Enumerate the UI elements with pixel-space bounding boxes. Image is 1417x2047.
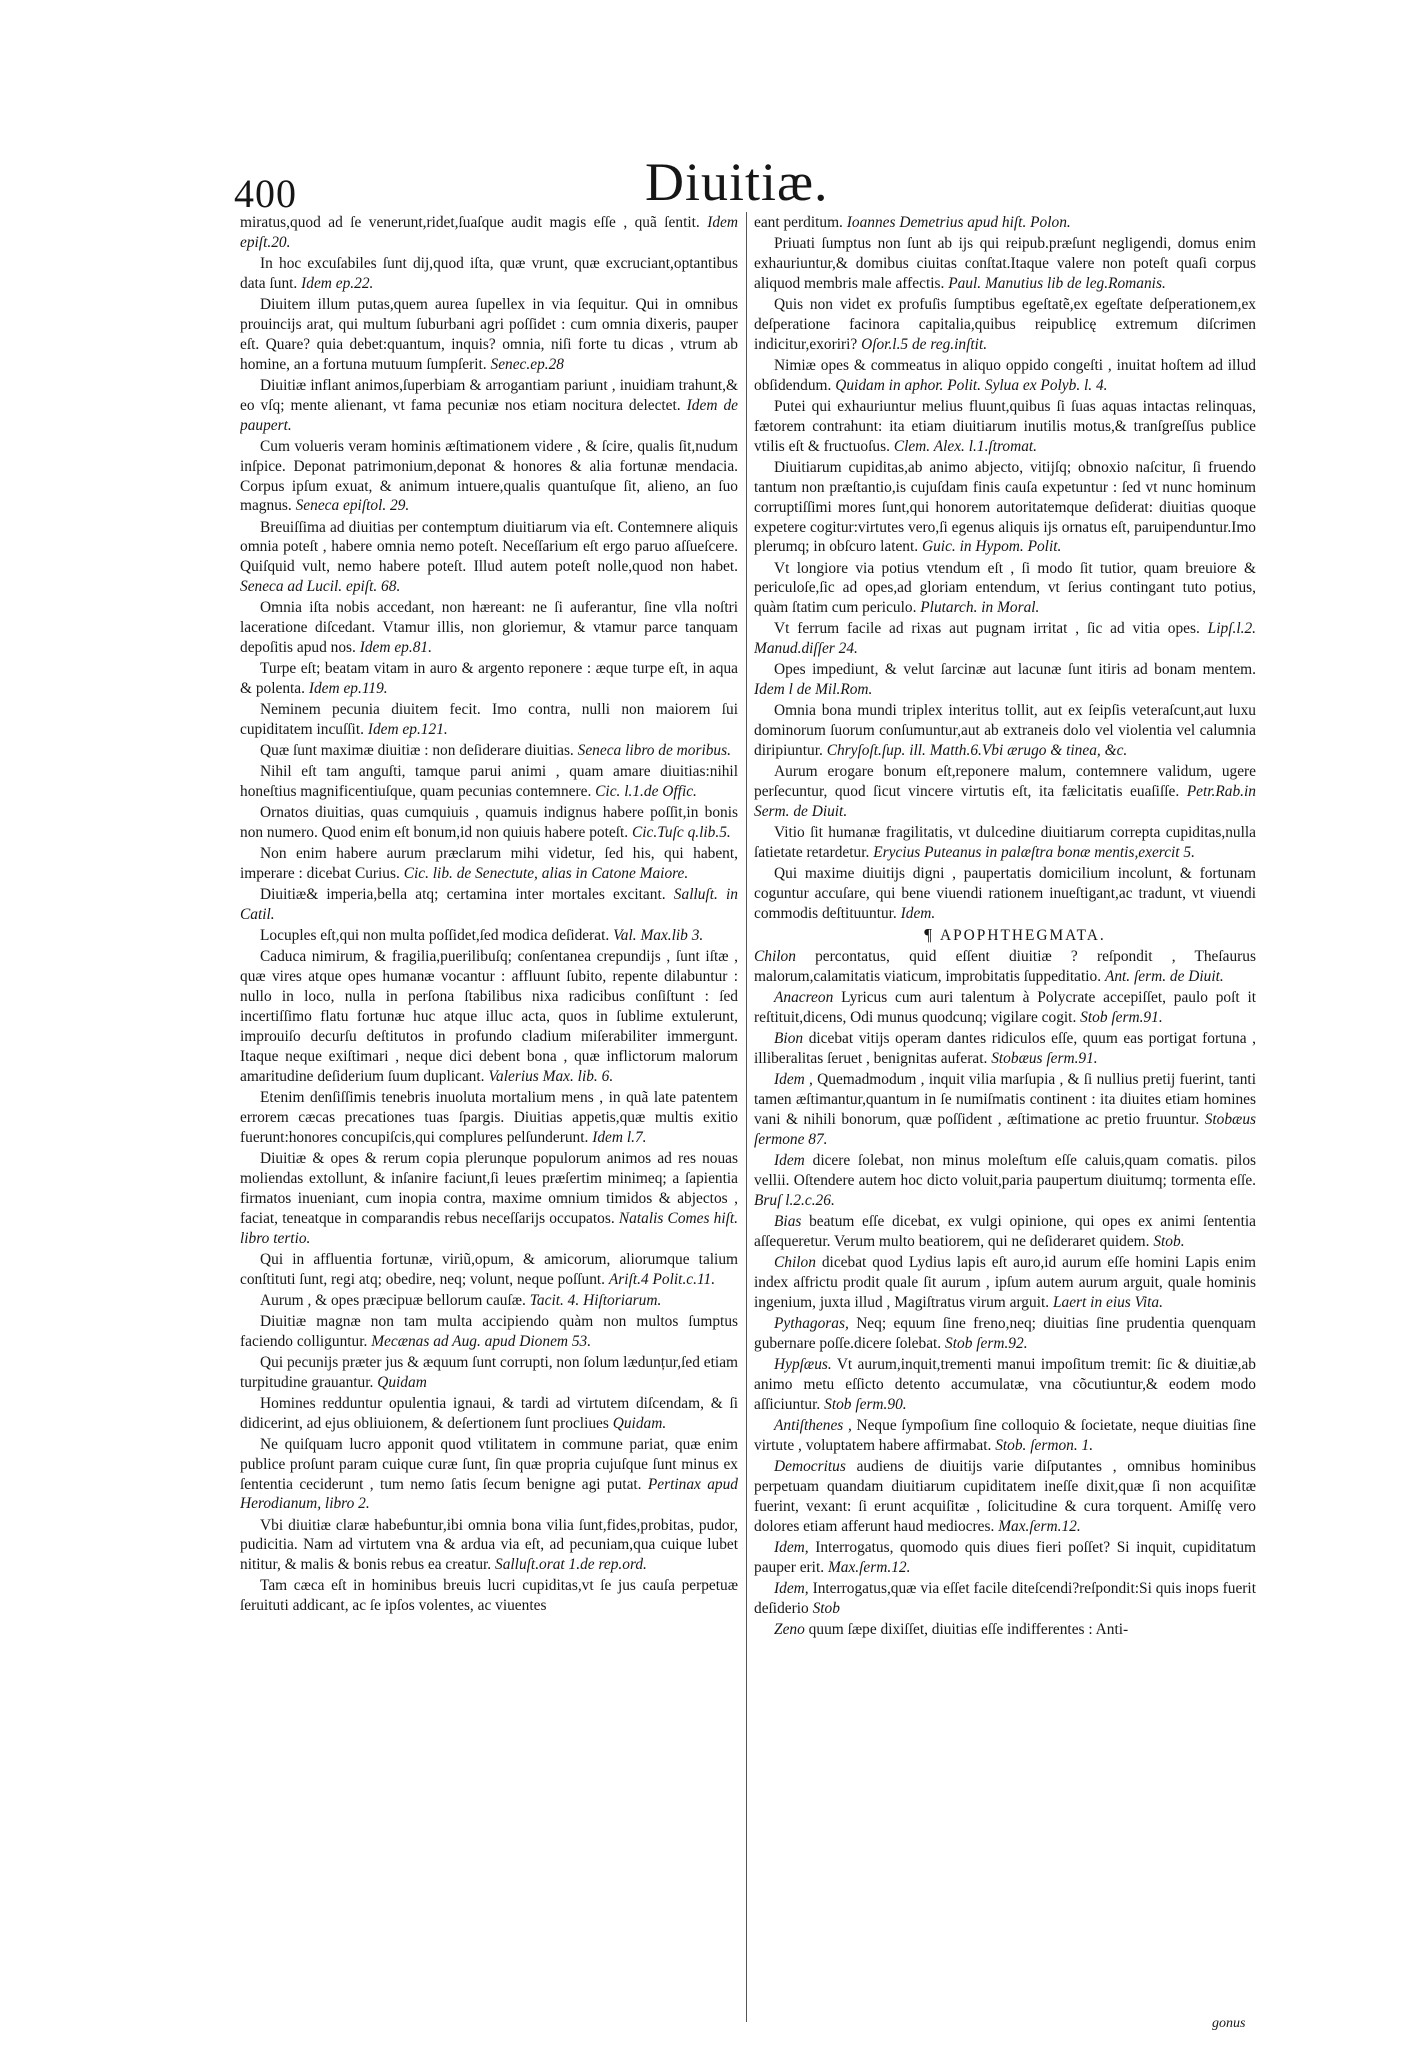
source-citation: Stob ſerm.91.	[1080, 1009, 1163, 1027]
source-citation: Stob ſerm.90.	[824, 1395, 907, 1413]
quotation-text: Priuati ſumptus non ſunt ab ijs qui reipub.præſunt negligendi, domus enim exhauriuntur,& domibus ciuitas conſtat.Itaque valere non poteſt quaſi corpus aliquod membris male affectis.	[754, 235, 1256, 292]
quotation-text: eant perditum.	[754, 214, 843, 231]
source-citation: Stobæus ſerm.91.	[991, 1050, 1098, 1068]
quotation-text: Diuitiæ magnæ non tam multa accipiendo quàm non multos ſumptus faciendo colliguntur.	[240, 1312, 738, 1350]
source-citation: Paul. Manutius lib de leg.Romanis.	[948, 274, 1166, 292]
speaker-name: Antiſthenes ,	[774, 1416, 852, 1434]
quotation-paragraph	[754, 234, 1256, 294]
speaker-name: Idem,	[774, 1538, 809, 1556]
quotation-text: Breuiſſima ad diuitias per contemptum diuitiarum via eſt. Contemnere aliquis omnia poteſt , habere omnia nemo poteſt. Neceſſarium eſt ergo paruo aſſueſcere. Quiſquid vult, nemo habere poteſt. Illud autem poteſt nolle,quod non habet.	[240, 518, 738, 576]
quotation-paragraph	[240, 1394, 738, 1434]
source-citation: Idem ep.119.	[308, 680, 388, 698]
source-citation: Lipſ.l.2. Manud.diſſer 24.	[754, 620, 1256, 658]
source-citation: Idem l.7.	[592, 1128, 647, 1146]
quotation-text: Turpe eſt; beatam vitam in auro & argento reponere : æque turpe eſt, in aqua & polenta.	[240, 660, 738, 698]
source-citation: Senec.ep.28	[490, 355, 564, 373]
section-heading-text: APOPHTHEGMATA.	[940, 927, 1106, 945]
source-citation: Ioannes Demetrius apud hiſt. Polon.	[846, 214, 1071, 231]
quotation-text: Ornatos diuitias, quas cumquiuis , quamuis indignus habere poſſit,in bonis non numero. Quod enim eſt bonum,id non quiuis habere poteſt.	[240, 804, 738, 842]
quotation-paragraph	[754, 1151, 1256, 1211]
quotation-paragraph	[754, 701, 1256, 761]
quotation-paragraph	[240, 700, 738, 740]
quotation-text: In hoc excuſabiles ſunt dij,quod iſta, quæ vrunt, quæ excruciant,optantibus data ſunt.	[240, 255, 738, 292]
quotation-text: Diuitiæ& imperia,bella atq; certamina inter mortales excitant.	[260, 886, 666, 904]
quotation-text: Neminem pecunia diuitem fecit. Imo contra, nulli non maiorem ſui cupiditatem incuſſit.	[240, 701, 738, 739]
source-citation: Idem ep.81.	[359, 639, 432, 657]
quotation-paragraph	[240, 1312, 738, 1352]
quotation-text: percontatus, quid eſſent diuitiæ ? reſpondit , Theſaurus malorum,calamitatis viaticum, improbitatis ſuppeditatio.	[754, 948, 1256, 986]
source-citation: Natalis Comes hiſt. libro tertio.	[240, 1209, 738, 1247]
quotation-text: Caduca nimirum, & fragilia,puerilibuſq; conſentanea crepundijs , ſunt iſtæ , quæ vires atque opes humanæ vocantur : affluunt ſubito, repente dilabuntur : nullo in loco, nulla in perſona ſtabilibus nixa radicibus conſiſtunt : ſed incertiſſimo flatu fortunæ huc atque illuc acta, quos in ſublime extulerunt, improuiſo decurſu deſtitutos in profundo cladium miſerabiliter immergunt. Itaque neque exiſtimari , neque dici debent bona , quæ inflictorum malorum amaritudine deſiderium ſuum duplicant.	[240, 948, 738, 1085]
column-divider	[746, 212, 747, 2022]
source-citation: Petr.Rab.in Serm. de Diuit.	[754, 783, 1256, 821]
source-citation: Idem de paupert.	[240, 396, 738, 434]
source-citation: Cic. lib. de Senectute, alias in Catone Maiore.	[403, 865, 689, 883]
speaker-name: Idem	[774, 1152, 805, 1170]
quotation-text: Opes impediunt, & velut ſarcinæ aut lacunæ ſunt itiris ad bonam mentem.	[774, 661, 1256, 679]
quotation-paragraph	[754, 1355, 1256, 1415]
section-heading	[754, 925, 1256, 946]
quotation-text: dicere ſolebat, non minus moleſtum eſſe caluis,quam comatis. pilos vellii. Oſtendere autem hoc dicto voluit,paria paupertum diuitumq; tormenta eſſe.	[754, 1152, 1256, 1189]
source-citation: Guic. in Hypom. Polit.	[922, 538, 1062, 556]
source-citation: Seneca ad Lucil. epiſt. 68.	[240, 578, 401, 596]
source-citation: Ariſt.4 Polit.c.11.	[608, 1270, 716, 1288]
source-citation: Idem l de Mil.Rom.	[754, 681, 873, 699]
source-citation: Max.ſerm.12.	[998, 1517, 1081, 1535]
source-citation: Val. Max.lib 3.	[613, 927, 704, 945]
quotation-paragraph	[240, 1353, 738, 1393]
source-citation: Stob. ſermon. 1.	[995, 1436, 1094, 1454]
source-citation: Idem ep.22.	[301, 274, 374, 292]
quotation-text: Quemadmodum , inquit vilia marſupia , & ſi nullius pretij fuerint, tanti tamen æſtimantur,quantum in ſe numiſmatis continent : ita diuites etiam homines vani & nihili bonorum, quæ poſſident , æſtimatione ac pretio fruuntur.	[754, 1071, 1256, 1129]
quotation-text: dicebat quod Lydius lapis eſt auro,id aurum eſſe homini Lapis enim index aſfrictu prodit quale ſit aurum , ipſum autem aurum arguit, quale hominis ingenium, juxta illud , Magiſtratus virum arguit.	[754, 1253, 1256, 1311]
quotation-paragraph	[754, 1416, 1256, 1456]
quotation-text: Vbi diuitiæ claræ habeɓuntur,ibi omnia bona vilia ſunt,fides,probitas, pudor, pudicitia. Nam ad virtutem vna & ardua via eſt, ad pecuniam,qua cuique lubet nititur, & malis & bonis rebus ea creatur.	[240, 1516, 738, 1574]
quotation-paragraph	[754, 1314, 1256, 1354]
quotation-paragraph	[754, 1579, 1256, 1619]
quotation-paragraph	[240, 1516, 738, 1576]
speaker-name: Pythagoras,	[774, 1314, 849, 1332]
quotation-paragraph	[240, 1250, 738, 1290]
quotation-paragraph	[240, 926, 738, 946]
quotation-paragraph	[240, 803, 738, 843]
speaker-name: Idem ,	[774, 1071, 813, 1089]
quotation-text: Quæ ſunt maximæ diuitiæ : non deſiderare diuitias.	[260, 742, 574, 760]
quotation-text: Lyricus cum auri talentum à Polycrate accepiſſet, paulo poſt it reſtituit,dicens, Odi munus quodcunq; vigilare cogit.	[754, 989, 1256, 1027]
source-citation: Seneca libro de moribus.	[577, 742, 731, 760]
source-citation: Plutarch. in Moral.	[920, 599, 1040, 617]
quotation-paragraph	[240, 741, 738, 761]
quotation-text: miratus,quod ad ſe venerunt,ridet,ſuaſque audit magis eſſe , quã ſentit.	[240, 214, 700, 231]
quotation-paragraph	[754, 864, 1256, 924]
source-citation: Stobæus ſermone 87.	[754, 1111, 1256, 1148]
quotation-paragraph	[240, 1576, 738, 1616]
quotation-text: Nihil eſt tam anguſti, tamque parui animi , quam amare diuitias:nihil honeſtius magnificentiuſque, quam pecunias contemnere.	[240, 763, 738, 801]
source-citation: Valerius Max. lib. 6.	[488, 1067, 614, 1085]
quotation-paragraph	[240, 518, 738, 598]
running-head: Diuitiæ.	[645, 152, 829, 212]
quotation-text: Diuitem illum putas,quem aurea ſupellex in via ſequitur. Qui in omnibus prouincijs arat, qui multum ſuburbani agri poſſidet : cum omnia dixeris, pauper eſt. Quare? quia debet:quantum, inquis? omnia, niſi forte tu dicas , vtrum ab homine, an a fortuna mutuum ſumpſerit.	[240, 296, 738, 373]
quotation-paragraph	[240, 1435, 738, 1515]
catchword: gonus	[1212, 2016, 1246, 2031]
source-citation: Idem ep.121.	[367, 721, 448, 739]
quotation-text: Nimiæ opes & commeatus in aliquo oppido congeſti , inuitat hoſtem ad illud obſidendum.	[754, 356, 1256, 394]
quotation-paragraph	[754, 988, 1256, 1028]
quotation-paragraph	[240, 659, 738, 699]
quotation-text: quum ſæpe dixiſſet, diuitias eſſe indifferentes : Anti-	[808, 1620, 1129, 1638]
quotation-text: Ne quiſquam lucro apponit quod vtilitatem in commune pariat, quæ enim publice proſunt param cuique curæ ſunt, ſin quæ propria cujuſque ſunt minus ex ſententia ceciderunt , tum nemo ſatis ſecum benigne agi putat.	[240, 1435, 738, 1493]
source-citation: Salluſt.orat 1.de rep.ord.	[495, 1556, 647, 1574]
quotation-text: Qui pecunijs præter jus & æquum ſunt corrupti, non ſolum lædunțur,ſed etiam turpitudine grauantur.	[240, 1353, 738, 1391]
quotation-text: Locuples eſt,qui non multa poſſidet,ſed modica deſiderat.	[260, 927, 610, 945]
quotation-text: Omnia bona mundi triplex interitus tollit, aut ex ſeipſis veteraſcunt,aut luxu dominorum ſuorum conſumuntur,aut ab extraneis dolo vel violentia vel calumnia diripiuntur.	[754, 702, 1256, 760]
quotation-paragraph	[240, 885, 738, 925]
source-citation: Pertinax apud Herodianum, libro 2.	[240, 1475, 738, 1513]
quotation-paragraph	[754, 397, 1256, 457]
quotation-text: Aurum erogare bonum eſt,reponere malum, contemnere validum, ugere perſecuntur, quod ſicut vincere virtutis eſt, ita fælicitatis euaſiſſe.	[754, 763, 1256, 801]
quotation-paragraph	[754, 1253, 1256, 1313]
quotation-text: Diuitiæ & opes & rerum copia plerunque populorum animos ad res nouas moliendas extollunt, & inſanire faciunt,ſi leues præſertim minimeq; a ſapientia firmatos inueniant, cum inopia contra, maxime omnium timidos & abjectos , faciat, teneatque in comparandis rebus neceſſarijs occupatos.	[240, 1149, 738, 1227]
speaker-name: Idem,	[774, 1579, 809, 1597]
left-column	[240, 213, 738, 2033]
source-citation: Seneca epiſtol. 29.	[295, 497, 410, 515]
quotation-paragraph	[754, 356, 1256, 396]
quotation-text: Diuitiarum cupiditas,ab animo abjecto, vitijſq; obnoxio naſcitur, ſi fruendo tantum non præſtantio,is cujuſdam finis cauſa expetuntur : ſed vt nunc hominum corruptiſſimi mores ſunt,qui honorem autoritatemque deſiderat: diuitias quoque expetere cogitur:virtutes vero,ſi egenus aliquis ijs ornatus eſt, paruipenduntur.Imo plerumq; in obſcuro latent.	[754, 458, 1256, 556]
quotation-text: Vitio ſit humanæ fragilitatis, vt dulcedine diuitiarum correpta cupiditas,nulla ſatietate retardetur.	[754, 824, 1256, 862]
quotation-text: Omnia iſta nobis accedant, non hæreant: ne ſi auferantur, ſine vlla noſtri laceratione diſcedant. Vtamur illis, non gloriemur, & vtamur parce tanquam depoſitis apud nos.	[240, 599, 738, 657]
quotation-text: Cum volueris veram hominis æſtimationem videre , & ſcire, qualis ſit,nudum inſpice. Deponat patrimonium,deponat & honores & alia fortunæ mendacia. Corpus ipſum exuat, & animum intuere,qualis quantuſque ſit, alieno, an ſuo magnus.	[240, 437, 738, 515]
quotation-text: Vt ferrum facile ad rixas aut pugnam irritat , ſic ad vitia opes.	[774, 620, 1200, 638]
speaker-name: Anacreon	[774, 989, 834, 1007]
page-number: 400	[234, 171, 297, 216]
quotation-paragraph	[754, 947, 1256, 987]
quotation-text: Homines redduntur opulentia ignaui, & tardi ad virtutem diſcendam, & ſi didicerint, ad ejus obliuionem, & deſertionem ſunt procliues	[240, 1394, 738, 1432]
source-citation: Salluſt. in Catil.	[240, 886, 738, 924]
quotation-text: Vt aurum,inquit,trementi manui impoſitum tremit: ſic & diuitiæ,ab animo metu eſſicto detento accumulatæ, vna cõcutiuntur,& eodem modo aſſiciuntur.	[754, 1355, 1256, 1413]
quotation-paragraph	[240, 376, 738, 436]
source-citation: Erycius Puteanus in palæſtra bonæ mentis,exercit 5.	[873, 844, 1195, 862]
quotation-paragraph	[754, 1620, 1256, 1640]
speaker-name: Zeno	[774, 1620, 805, 1638]
quotation-paragraph	[754, 1212, 1256, 1252]
speaker-name: Bias	[774, 1212, 802, 1230]
quotation-text: dicebat vitijs operam dantes ridiculos eſſe, quum eas portigat fortuna , illiberalitas ſeruet , benignitas auferat.	[754, 1030, 1256, 1068]
quotation-paragraph	[754, 213, 1256, 233]
quotation-text: audiens de diuitijs varie diſputantes , omnibus hominibus perpetuam quandam diuitiarum cupiditatem ineſſe dixit,quæ ſi non acquiſitæ fuerint, vexant: ſi erunt acquiſitæ , ſolicitudine & cura torquent. Amiſſę vero dolores etiam afferunt haud mediocres.	[754, 1457, 1256, 1535]
source-citation: Cic. l.1.de Offic.	[595, 783, 697, 801]
source-citation: Laert in eius Vita.	[1052, 1293, 1163, 1311]
quotation-paragraph	[754, 458, 1256, 558]
right-column	[754, 213, 1256, 2033]
quotation-text: Non enim habere aurum præclarum mihi videtur, ſed his, qui habent, imperare : dicebat Curius.	[240, 845, 738, 883]
quotation-paragraph	[240, 947, 738, 1086]
source-citation: Cic.Tuſc q.lib.5.	[631, 824, 731, 842]
quotation-text: Vt longiore via potius vtendum eſt , ſi modo ſit tutior, quam breuiore & periculoſe,ſic ad opes,ad gloriam entendum, vt ſerius contingant tuto potius, quàm ſtatim cum periculo.	[754, 559, 1256, 617]
quotation-paragraph	[240, 1088, 738, 1148]
source-citation: Idem.	[900, 905, 936, 923]
source-citation: Stob.	[1153, 1232, 1185, 1250]
quotation-text: Aurum , & opes præcipuæ bellorum cauſæ.	[260, 1291, 526, 1309]
quotation-text: Neque ſympoſium ſine colloquio & ſocietate, neque diuitias ſine virtute , voluptatem habere affirmabat.	[754, 1416, 1256, 1454]
pilcrow-icon: ¶	[924, 925, 934, 945]
quotation-text: Etenim denſiſſimis tenebris inuoluta mortalium mens , in quã late patentem errorem cæcas precationes tuas ſpargis. Diuitias appetis,quæ multis exitio fuerunt:honores concupiſcis,qui complures pelſunderunt.	[240, 1088, 738, 1146]
quotation-paragraph	[754, 295, 1256, 355]
quotation-text: Neq; equum ſine freno,neq; diuitias ſine prudentia quenquam gubernare poſſe.dicere ſolebat.	[754, 1314, 1256, 1352]
source-citation: Tacit. 4. Hiſtoriarum.	[529, 1291, 662, 1309]
quotation-paragraph	[754, 619, 1256, 659]
quotation-text: Quis non videt ex profuſis ſumptibus egeſtatẽ,ex egeſtate deſperationem,ex deſperatione facinora capitalia,quibus reipublicę extremum diſcrimen indicitur,exoriri?	[754, 296, 1256, 353]
quotation-paragraph	[754, 823, 1256, 863]
source-citation: Idem epiſt.20.	[240, 214, 738, 251]
source-citation: Stob	[812, 1599, 840, 1617]
quotation-text: Qui maxime diuitijs digni , paupertatis domicilium incolunt, & fortunam coguntur accuſare, qui bene viuendi rationem inueſtigant,ac tradunt, vt viuendi commodis deſtituuntur.	[754, 865, 1256, 923]
quotation-paragraph	[240, 598, 738, 658]
quotation-paragraph	[754, 660, 1256, 700]
source-citation: Chryſoſt.ſup. ill. Matth.6.Vbi ærugo & tinea, &c.	[826, 742, 1128, 760]
source-citation: Quidam	[377, 1373, 427, 1391]
source-citation: Ant. ſerm. de Diuit.	[1104, 968, 1224, 986]
quotation-text: Interrogatus, quomodo quis diues fieri poſſet? Si inquit, cupiditatum pauper erit.	[754, 1538, 1256, 1576]
quotation-paragraph	[240, 254, 738, 294]
quotation-paragraph	[240, 762, 738, 802]
quotation-paragraph	[754, 1538, 1256, 1578]
quotation-text: Qui in affluentia fortunæ, viriũ,opum, & amicorum, aliorumque talium conſtituti ſunt, regi atq; obedire, neq; volunt, neque poſſunt.	[240, 1250, 738, 1288]
quotation-paragraph	[240, 295, 738, 375]
source-citation: Oſor.l.5 de reg.inſtit.	[861, 335, 988, 353]
speaker-name: Hypſæus.	[774, 1355, 832, 1373]
quotation-paragraph	[240, 1291, 738, 1311]
speaker-name: Bion	[774, 1030, 804, 1048]
source-citation: Mecænas ad Aug. apud Dionem 53.	[371, 1332, 592, 1350]
quotation-paragraph	[754, 1457, 1256, 1537]
quotation-paragraph	[240, 844, 738, 884]
speaker-name: Chilon	[774, 1253, 816, 1271]
quotation-text: Interrogatus,quæ via eſſet facile diteſcendi?reſpondit:Si quis inops fuerit deſiderio	[754, 1579, 1256, 1617]
source-citation: Clem. Alex. l.1.ſtromat.	[893, 437, 1038, 455]
quotation-paragraph	[240, 213, 738, 253]
quotation-text: Putei qui exhauriuntur melius fluunt,quibus ſi ſuas aquas intactas relinquas, fætorem contrahunt: ita etiam diuitiarum inutilis motus,& tranſgreſſus publice vtilis eſt & fructuoſus.	[754, 397, 1256, 455]
source-citation: Max.ſerm.12.	[827, 1558, 911, 1576]
quotation-text: Tam cæca eſt in hominibus breuis lucri cupiditas,vt ſe jus cauſa perpetuæ ſeruituti addicant, ac ſe ipſos volentes, ac viuentes	[240, 1577, 738, 1615]
quotation-paragraph	[754, 1029, 1256, 1069]
speaker-name: Chilon	[754, 948, 796, 966]
quotation-paragraph	[754, 762, 1256, 822]
source-citation: Quidam in aphor. Polit. Sylua ex Polyb. l. 4.	[835, 376, 1108, 394]
speaker-name: Democritus	[774, 1457, 846, 1475]
quotation-paragraph	[754, 1070, 1256, 1150]
quotation-paragraph	[240, 1149, 738, 1249]
quotation-paragraph	[754, 559, 1256, 619]
source-citation: Stob ſerm.92.	[945, 1334, 1028, 1352]
quotation-text: Diuitiæ inflant animos,ſuperbiam & arrogantiam pariunt , inuidiam trahunt,& eo vſq; mente alienant, vt fama pecuniæ nos etiam nocitura delectet.	[240, 376, 738, 414]
source-citation: Quidam.	[612, 1414, 667, 1432]
quotation-text: beatum eſſe dicebat, ex vulgi opinione, qui opes ex animi ſententia aſſequeretur. Verum multo beatiorem, qui ne deſideraret quidem.	[754, 1212, 1256, 1250]
source-citation: Bruſ l.2.c.26.	[754, 1191, 835, 1209]
quotation-paragraph	[240, 437, 738, 517]
